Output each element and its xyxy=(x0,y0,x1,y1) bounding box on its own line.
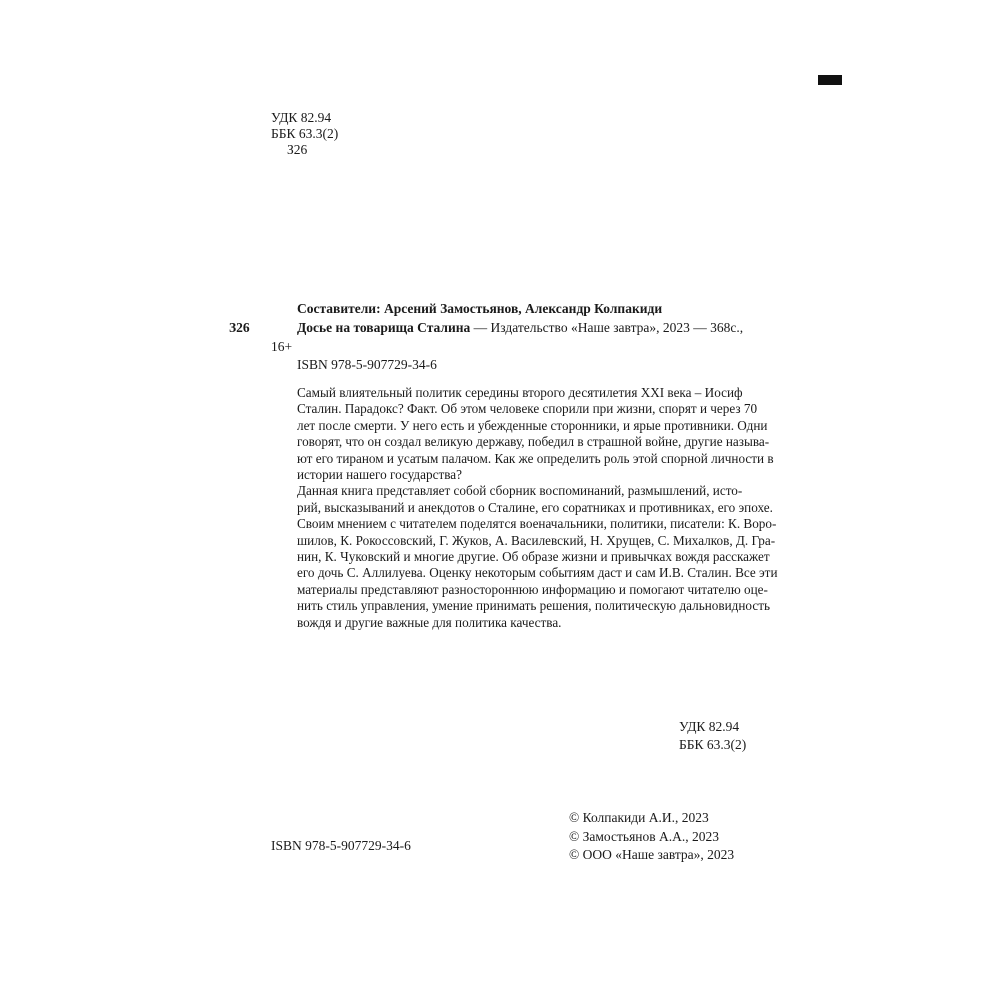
annotation-line: рий, высказываний и анекдотов о Сталине, его соратниках и противниках, его эпохе. xyxy=(297,499,773,515)
annotation-paragraph-2 xyxy=(297,483,778,631)
annotation-line: ют его тираном и усатым палачом. Как же определить роль этой спорной личности в xyxy=(297,450,774,466)
annotation-line: Самый влиятельный политик середины второго десятилетия XXI века – Иосиф xyxy=(297,385,743,400)
imprint: — Издательство «Наше завтра», 2023 — 368с., xyxy=(470,320,744,335)
annotation-line: истории нашего государства? xyxy=(297,467,462,483)
printer-corner-mark xyxy=(818,75,842,85)
copyright-line: © ООО «Наше завтра», 2023 xyxy=(569,847,735,862)
top-bbk: ББК 63.3(2) xyxy=(271,126,339,141)
age-rating: 16+ xyxy=(271,339,293,354)
bottom-udk: УДК 82.94 xyxy=(679,719,740,734)
copyright-notices xyxy=(569,809,734,865)
author-mark: З26 xyxy=(229,320,250,335)
annotation-line: Своим мнением с читателем поделятся военачальники, политики, писатели: К. Воро- xyxy=(297,516,777,532)
annotation-text xyxy=(297,385,778,631)
isbn-bottom: ISBN 978-5-907729-34-6 xyxy=(271,838,411,853)
annotation-line: Сталин. Парадокс? Факт. Об этом человеке спорили при жизни, спорят и через 70 xyxy=(297,401,758,417)
top-author-mark: З26 xyxy=(287,142,308,157)
title-imprint-line xyxy=(297,318,789,337)
annotation-line: шилов, К. Рокоссовский, Г. Жуков, А. Василевский, Н. Хрущев, С. Михалков, Д. Гра- xyxy=(297,532,776,548)
top-classification-block xyxy=(271,110,338,158)
isbn-top: ISBN 978-5-907729-34-6 xyxy=(297,357,437,372)
copyright-line: © Колпакиди А.И., 2023 xyxy=(569,810,709,825)
bottom-classification-block xyxy=(679,718,746,754)
top-udk: УДК 82.94 xyxy=(271,110,332,125)
annotation-line: его дочь С. Аллилуева. Оценку некоторым событиям даст и сам И.В. Сталин. Все эти xyxy=(297,565,778,581)
title-row xyxy=(229,318,789,337)
annotation-line: вождя и другие важные для политика качества. xyxy=(297,614,562,630)
compilers-line: Составители: Арсений Замостьянов, Александр Колпакиди xyxy=(297,301,663,316)
bibliographic-record xyxy=(229,299,789,356)
annotation-line: нить стиль управления, умение принимать решения, политическую дальновидность xyxy=(297,598,770,614)
book-title: Досье на товарища Сталина xyxy=(297,320,471,335)
copyright-line: © Замостьянов А.А., 2023 xyxy=(569,828,719,844)
annotation-line: нин, К. Чуковский и многие другие. Об образе жизни и привычках вождя расскажет xyxy=(297,549,770,565)
annotation-paragraph-1 xyxy=(297,385,774,483)
bottom-bbk: ББК 63.3(2) xyxy=(679,737,747,752)
compilers-row xyxy=(229,299,789,318)
annotation-line: Данная книга представляет собой сборник воспоминаний, размышлений, исто- xyxy=(297,483,743,499)
annotation-line: лет после смерти. У него есть и убежденные сторонники, и ярые противники. Одни xyxy=(297,417,768,433)
annotation-line: материалы представляют разностороннюю информацию и помогают читателю оце- xyxy=(297,581,768,597)
annotation-line: говорят, что он создал великую державу, победил в страшной войне, другие называ- xyxy=(297,434,770,450)
